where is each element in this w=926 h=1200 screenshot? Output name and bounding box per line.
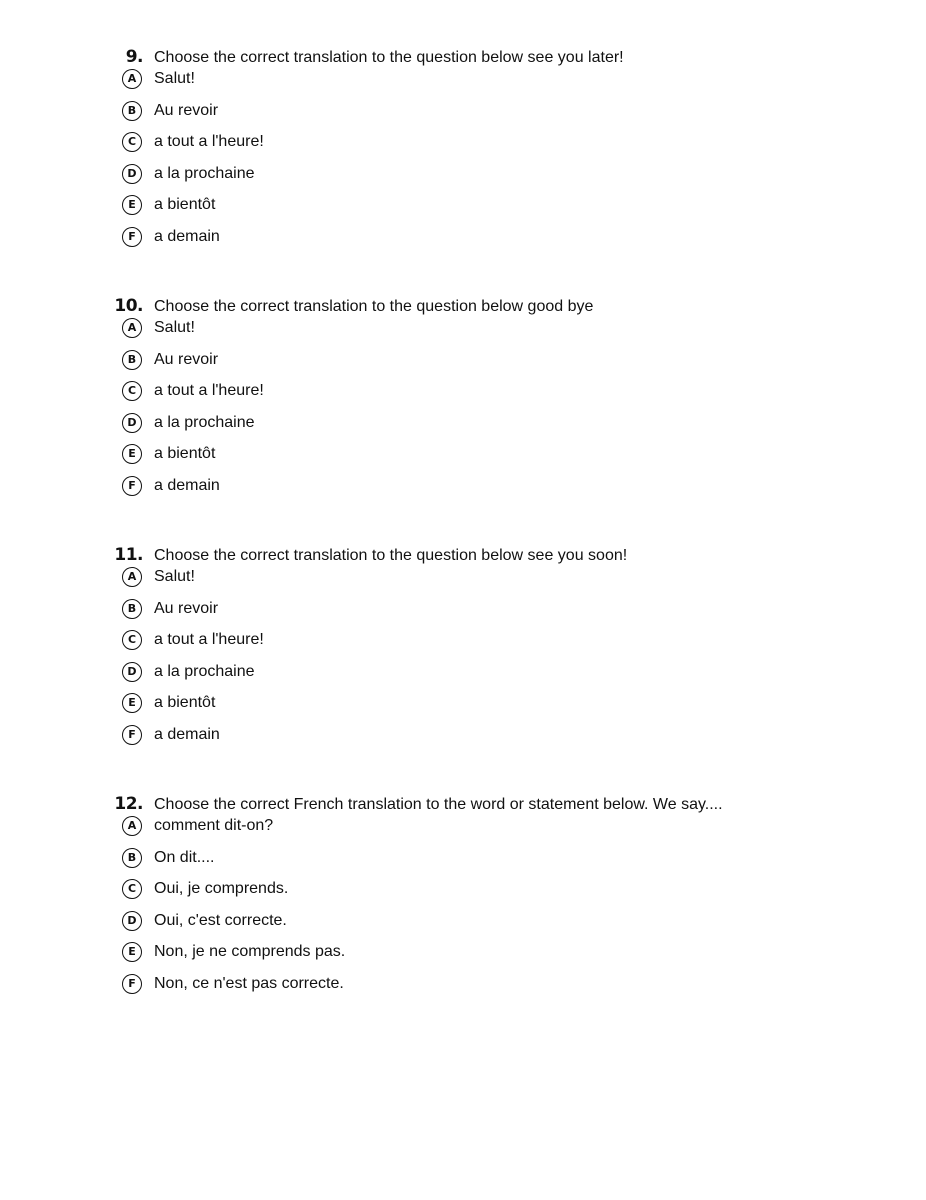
option-letter-circle[interactable]: C [122,879,142,899]
option-text: Salut! [154,70,195,87]
option-d[interactable] [0,164,926,196]
answer-options [0,567,926,756]
option-d[interactable] [0,911,926,943]
question-header [0,295,926,317]
option-a[interactable] [0,69,926,101]
option-text: Au revoir [154,599,219,617]
option-text: a demain [154,476,220,494]
option-d[interactable] [0,662,926,694]
question-text: Choose the correct translation to the question below good bye [154,298,594,315]
option-text: Non, ce n'est pas correcte. [154,974,344,992]
option-letter-circle[interactable]: A [122,318,142,338]
option-text: a bientôt [154,694,216,711]
option-letter-circle[interactable]: F [122,725,142,745]
option-a[interactable] [0,816,926,848]
option-letter-circle[interactable]: B [122,350,142,370]
option-letter-circle[interactable]: A [122,69,142,89]
option-text: a la prochaine [154,662,255,680]
option-b[interactable] [0,848,926,880]
question-number: 9. [125,47,143,67]
option-letter-circle[interactable]: D [122,413,142,433]
option-d[interactable] [0,413,926,445]
question-text: Choose the correct French translation to the word or statement below. We say.... [154,796,723,813]
question-number: 10. [114,296,143,316]
option-letter-circle[interactable]: C [122,132,142,152]
option-letter-circle[interactable]: D [122,164,142,184]
option-e[interactable] [0,942,926,974]
question-header [0,793,926,815]
option-text: a demain [154,725,220,743]
option-text: a demain [154,227,220,245]
option-c[interactable] [0,879,926,911]
option-letter-circle[interactable]: E [122,195,142,215]
question-number: 11. [114,545,143,565]
question-text: Choose the correct translation to the question below see you soon! [154,547,628,564]
option-e[interactable] [0,693,926,725]
option-letter-circle[interactable]: C [122,630,142,650]
option-text: Salut! [154,319,195,336]
option-a[interactable] [0,318,926,350]
option-a[interactable] [0,567,926,599]
option-letter-circle[interactable]: F [122,227,142,247]
option-text: a la prochaine [154,164,255,182]
option-e[interactable] [0,195,926,227]
option-text: Au revoir [154,101,219,119]
option-f[interactable] [0,227,926,259]
option-letter-circle[interactable]: D [122,662,142,682]
option-letter-circle[interactable]: D [122,911,142,931]
option-text: a bientôt [154,445,216,462]
question-header [0,544,926,566]
option-letter-circle[interactable]: B [122,599,142,619]
option-text: a tout a l'heure! [154,133,264,150]
option-text: comment dit-on? [154,817,274,834]
option-f[interactable] [0,725,926,757]
answer-options [0,318,926,507]
option-text: a tout a l'heure! [154,382,264,399]
option-text: On dit.... [154,848,215,866]
option-letter-circle[interactable]: A [122,567,142,587]
option-letter-circle[interactable]: C [122,381,142,401]
option-letter-circle[interactable]: F [122,974,142,994]
option-b[interactable] [0,350,926,382]
option-text: a la prochaine [154,413,255,431]
option-f[interactable] [0,974,926,1006]
option-e[interactable] [0,444,926,476]
option-text: a tout a l'heure! [154,631,264,648]
answer-options [0,816,926,1005]
option-letter-circle[interactable]: F [122,476,142,496]
option-letter-circle[interactable]: E [122,693,142,713]
option-text: Non, je ne comprends pas. [154,943,346,960]
answer-options [0,69,926,258]
option-letter-circle[interactable]: A [122,816,142,836]
option-text: a bientôt [154,196,216,213]
option-c[interactable] [0,132,926,164]
option-letter-circle[interactable]: B [122,848,142,868]
option-text: Oui, c'est correcte. [154,911,287,929]
option-letter-circle[interactable]: B [122,101,142,121]
question-text: Choose the correct translation to the question below see you later! [154,49,624,66]
option-text: Salut! [154,568,195,585]
option-letter-circle[interactable]: E [122,942,142,962]
option-b[interactable] [0,101,926,133]
option-text: Au revoir [154,350,219,368]
option-b[interactable] [0,599,926,631]
question-header [0,46,926,68]
option-c[interactable] [0,630,926,662]
option-c[interactable] [0,381,926,413]
option-letter-circle[interactable]: E [122,444,142,464]
option-text: Oui, je comprends. [154,880,289,897]
option-f[interactable] [0,476,926,508]
question-number: 12. [114,794,143,814]
